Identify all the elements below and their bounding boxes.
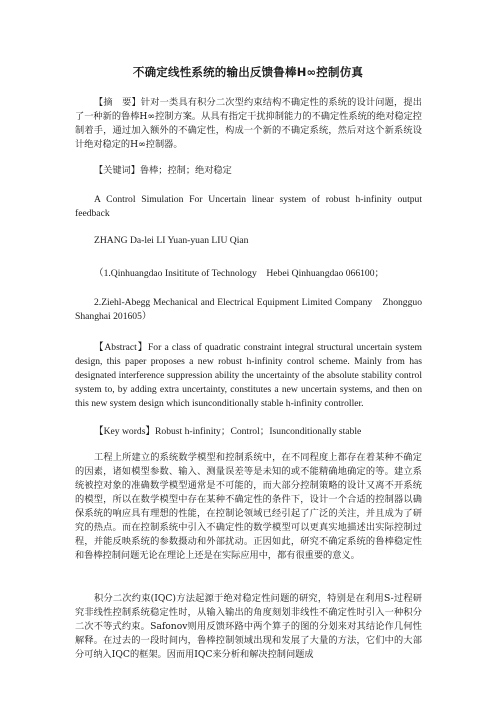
- abstract-cn: 【摘 要】针对一类具有积分二次型约束结构不确定性的系统的设计问题，提出了一种新的鲁棒H∞控制方案。从具有指定干扰抑制能力的不确定性系统的绝对稳定控制着手，通过加入额外的不确定性，构成一个新的不确定系统，然后对这个新系统设计绝对稳定的H∞控制器。: [75, 97, 422, 150]
- keywords-en: 【Key words】Robust h-infinity；Control；Isunconditionally stable: [94, 426, 362, 437]
- affiliation-1: （1.Qinhuangdao Insititute of Technology Hebei Qinhuangdao 066100；: [94, 268, 385, 279]
- affiliation-2: 2.Ziehl-Abegg Mechanical and Electrical Equipment Limited Company Zhongguo Shanghai 201605）: [75, 297, 432, 322]
- paper-title: 不确定线性系统的输出反馈鲁棒H∞控制仿真: [132, 65, 364, 79]
- keywords-cn: 【关键词】鲁棒；控制；绝对稳定: [94, 165, 232, 176]
- abstract-en: 【Abstract】For a class of quadratic constraint integral structural uncertain system design, this paper proposes a new robust h-infinity control scheme. Mainly from has designated interference suppression ability the uncertainty of the absolute stability control system to, by adding extra uncertainty, constitutes a new uncertain systems, and then on this new system design which isunconditionally stable h-infinity controller.: [75, 342, 422, 409]
- authors-en: ZHANG Da-lei LI Yuan-yuan LIU Qian: [94, 235, 249, 246]
- title-en: A Control Simulation For Uncertain linear system of robust h-infinity output feedback: [75, 194, 422, 219]
- body-paragraph-2: 积分二次约束(IQC)方法起源于绝对稳定性问题的研究，特别是在利用S-过程研究非线性控制系统稳定性时，从输入输出的角度刻划非线性不确定性时引入一种积分二次不等式约束。Safonov则用反馈环路中两个算子的图的分划来对其结论作几何性解释。在过去的一段时间内，鲁棒控制领域出现和发展了大量的方法，它们中的大部分可纳入IQC的框架。因而用IQC来分析和解决控制问题成: [75, 593, 422, 660]
- body-paragraph-1: 工程上所建立的系统数学模型和控制系统中，在不同程度上都存在着某种不确定的因素，诸如模型参数、输入、测量误差等是未知的或不能精确地确定的等。建立系统被控对象的准确数学模型通常是不可能的，而大部分控制策略的设计又离不开系统的模型，所以在数学模型中存在某种不确定性的条件下，设计一个合适的控制器以确保系统的响应具有理想的性能，在控制论领域已经引起了广泛的关注，并且成为了研究的热点。而在控制系统中引入不确定性的数学模型可以更真实地描述出实际控制过程，并能反映系统的参数摄动和外部扰动。正因如此，研究不确定系统的鲁棒稳定性和鲁棒控制问题无论在理论上还是在实际应用中，都有很重要的意义。: [75, 452, 422, 561]
